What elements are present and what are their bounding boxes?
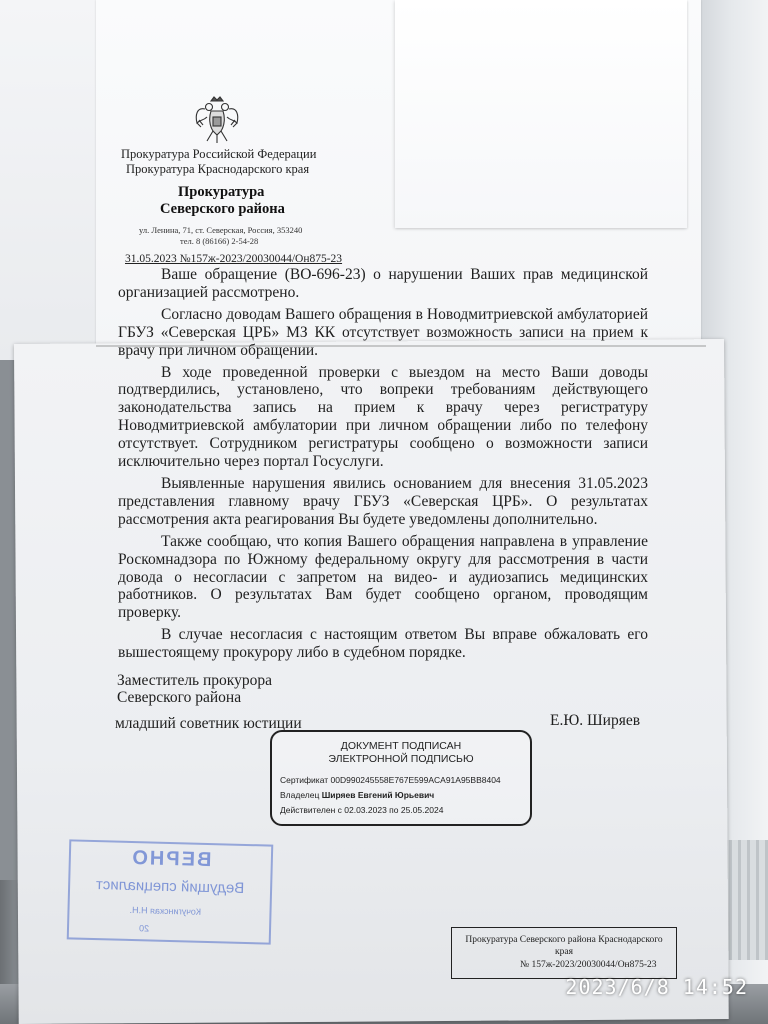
stamp-line2: Ведущий специалист (95, 876, 245, 897)
esign-valid-label: Действителен с (280, 805, 342, 815)
photo-timestamp: 2023/6/8 14:52 (565, 975, 748, 999)
stamp-line3: Кочугинская Н.Н. (129, 904, 202, 917)
paragraph-6: В случае несогласия с настоящим ответом Вы вправе обжаловать его вышестоящему прокурору либо в судебном порядке. (118, 626, 648, 662)
electronic-signature-box (270, 730, 532, 826)
regbox-line1: Прокуратура Северского района Краснодарского края (465, 935, 663, 957)
org-name-regional: Прокуратура Краснодарского края (126, 162, 310, 176)
esign-title-line1: ДОКУМЕНТ ПОДПИСАН (340, 740, 462, 752)
signer-position-line1: Заместитель прокурора (117, 672, 272, 689)
registration-box (451, 927, 677, 979)
esign-valid-to-label: по (389, 805, 399, 815)
signer-name: Е.Ю. Ширяев (550, 712, 641, 729)
office-name-line1: Прокуратура (178, 184, 265, 200)
stamp-line4: 20 (138, 923, 150, 934)
letter-body (118, 266, 648, 666)
registration-number: 31.05.2023 №157ж-2023/20030044/Он875-23 (125, 253, 343, 265)
signer-position-line2: Северского района (117, 689, 242, 706)
esign-owner-value: Ширяев Евгений Юрьевич (321, 790, 435, 800)
esign-title-line2: ЭЛЕКТРОННОЙ ПОДПИСЬЮ (328, 753, 474, 765)
verification-stamp-mirrored (67, 839, 274, 944)
esign-validity-row (280, 805, 443, 815)
org-name-federal: Прокуратура Российской Федерации (121, 147, 317, 161)
esign-owner-label: Владелец (280, 790, 320, 800)
esign-certificate-row (280, 775, 501, 785)
paragraph-5: Также сообщаю, что копия Вашего обращения направлена в управление Роскомнадзора по Южному федеральному округу для рассмотрения в части довода о несогласии с запретом на видео- и аудиозапись медицинских работников. О результатах Вам будет сообщено органом, проводящим проверку. (118, 532, 648, 622)
office-phone: тел. 8 (86166) 2-54-28 (180, 236, 259, 246)
stamp-line1: ВЕРНО (130, 846, 212, 872)
esign-valid-from: 02.03.2023 (344, 805, 387, 815)
esign-certificate-value: 00D990245558E767E599ACA91A95BB8404 (330, 775, 501, 785)
paragraph-3: В ходе проведенной проверки с выездом на место Ваши доводы подтвердились, установлено, что вопреки требованиям действующего законодательства запись на прием к врачу через регистратуру Новодмитриевской амбулатории при личном обращении либо по телефону отсутствует. Сотрудником регистратуры сообщено о возможности записи исключительно через портал Госуслуги. (118, 363, 648, 471)
esign-certificate-label: Сертификат (280, 775, 329, 785)
regbox-line2: № 157ж-2023/20030044/Он875-23 (520, 960, 657, 970)
signer-rank: младший советник юстиции (115, 715, 302, 732)
esign-owner-row (280, 790, 434, 800)
paragraph-1: Ваше обращение (ВО-696-23) о нарушении Ваших прав медицинской организацией рассмотрено. (118, 266, 648, 301)
folded-paper-tab (395, 0, 687, 228)
paragraph-4: Выявленные нарушения явились основанием для внесения 31.05.2023 представления главному врачу ГБУЗ «Северская ЦРБ». О результатах рассмотрения акта реагирования Вы будете уведомлены дополнительно. (118, 474, 648, 528)
office-address: ул. Ленина, 71, ст. Северская, Россия, 353240 (139, 225, 303, 235)
coat-of-arms-emblem (193, 95, 241, 145)
office-name-line2: Северского района (160, 201, 285, 217)
esign-valid-to: 25.05.2024 (400, 805, 444, 815)
paragraph-2: Согласно доводам Вашего обращения в Новодмитриевской амбулаторией ГБУЗ «Северская ЦРБ» МЗ КК отсутствует возможность записи на прием к врачу при личном обращении. (118, 305, 648, 359)
